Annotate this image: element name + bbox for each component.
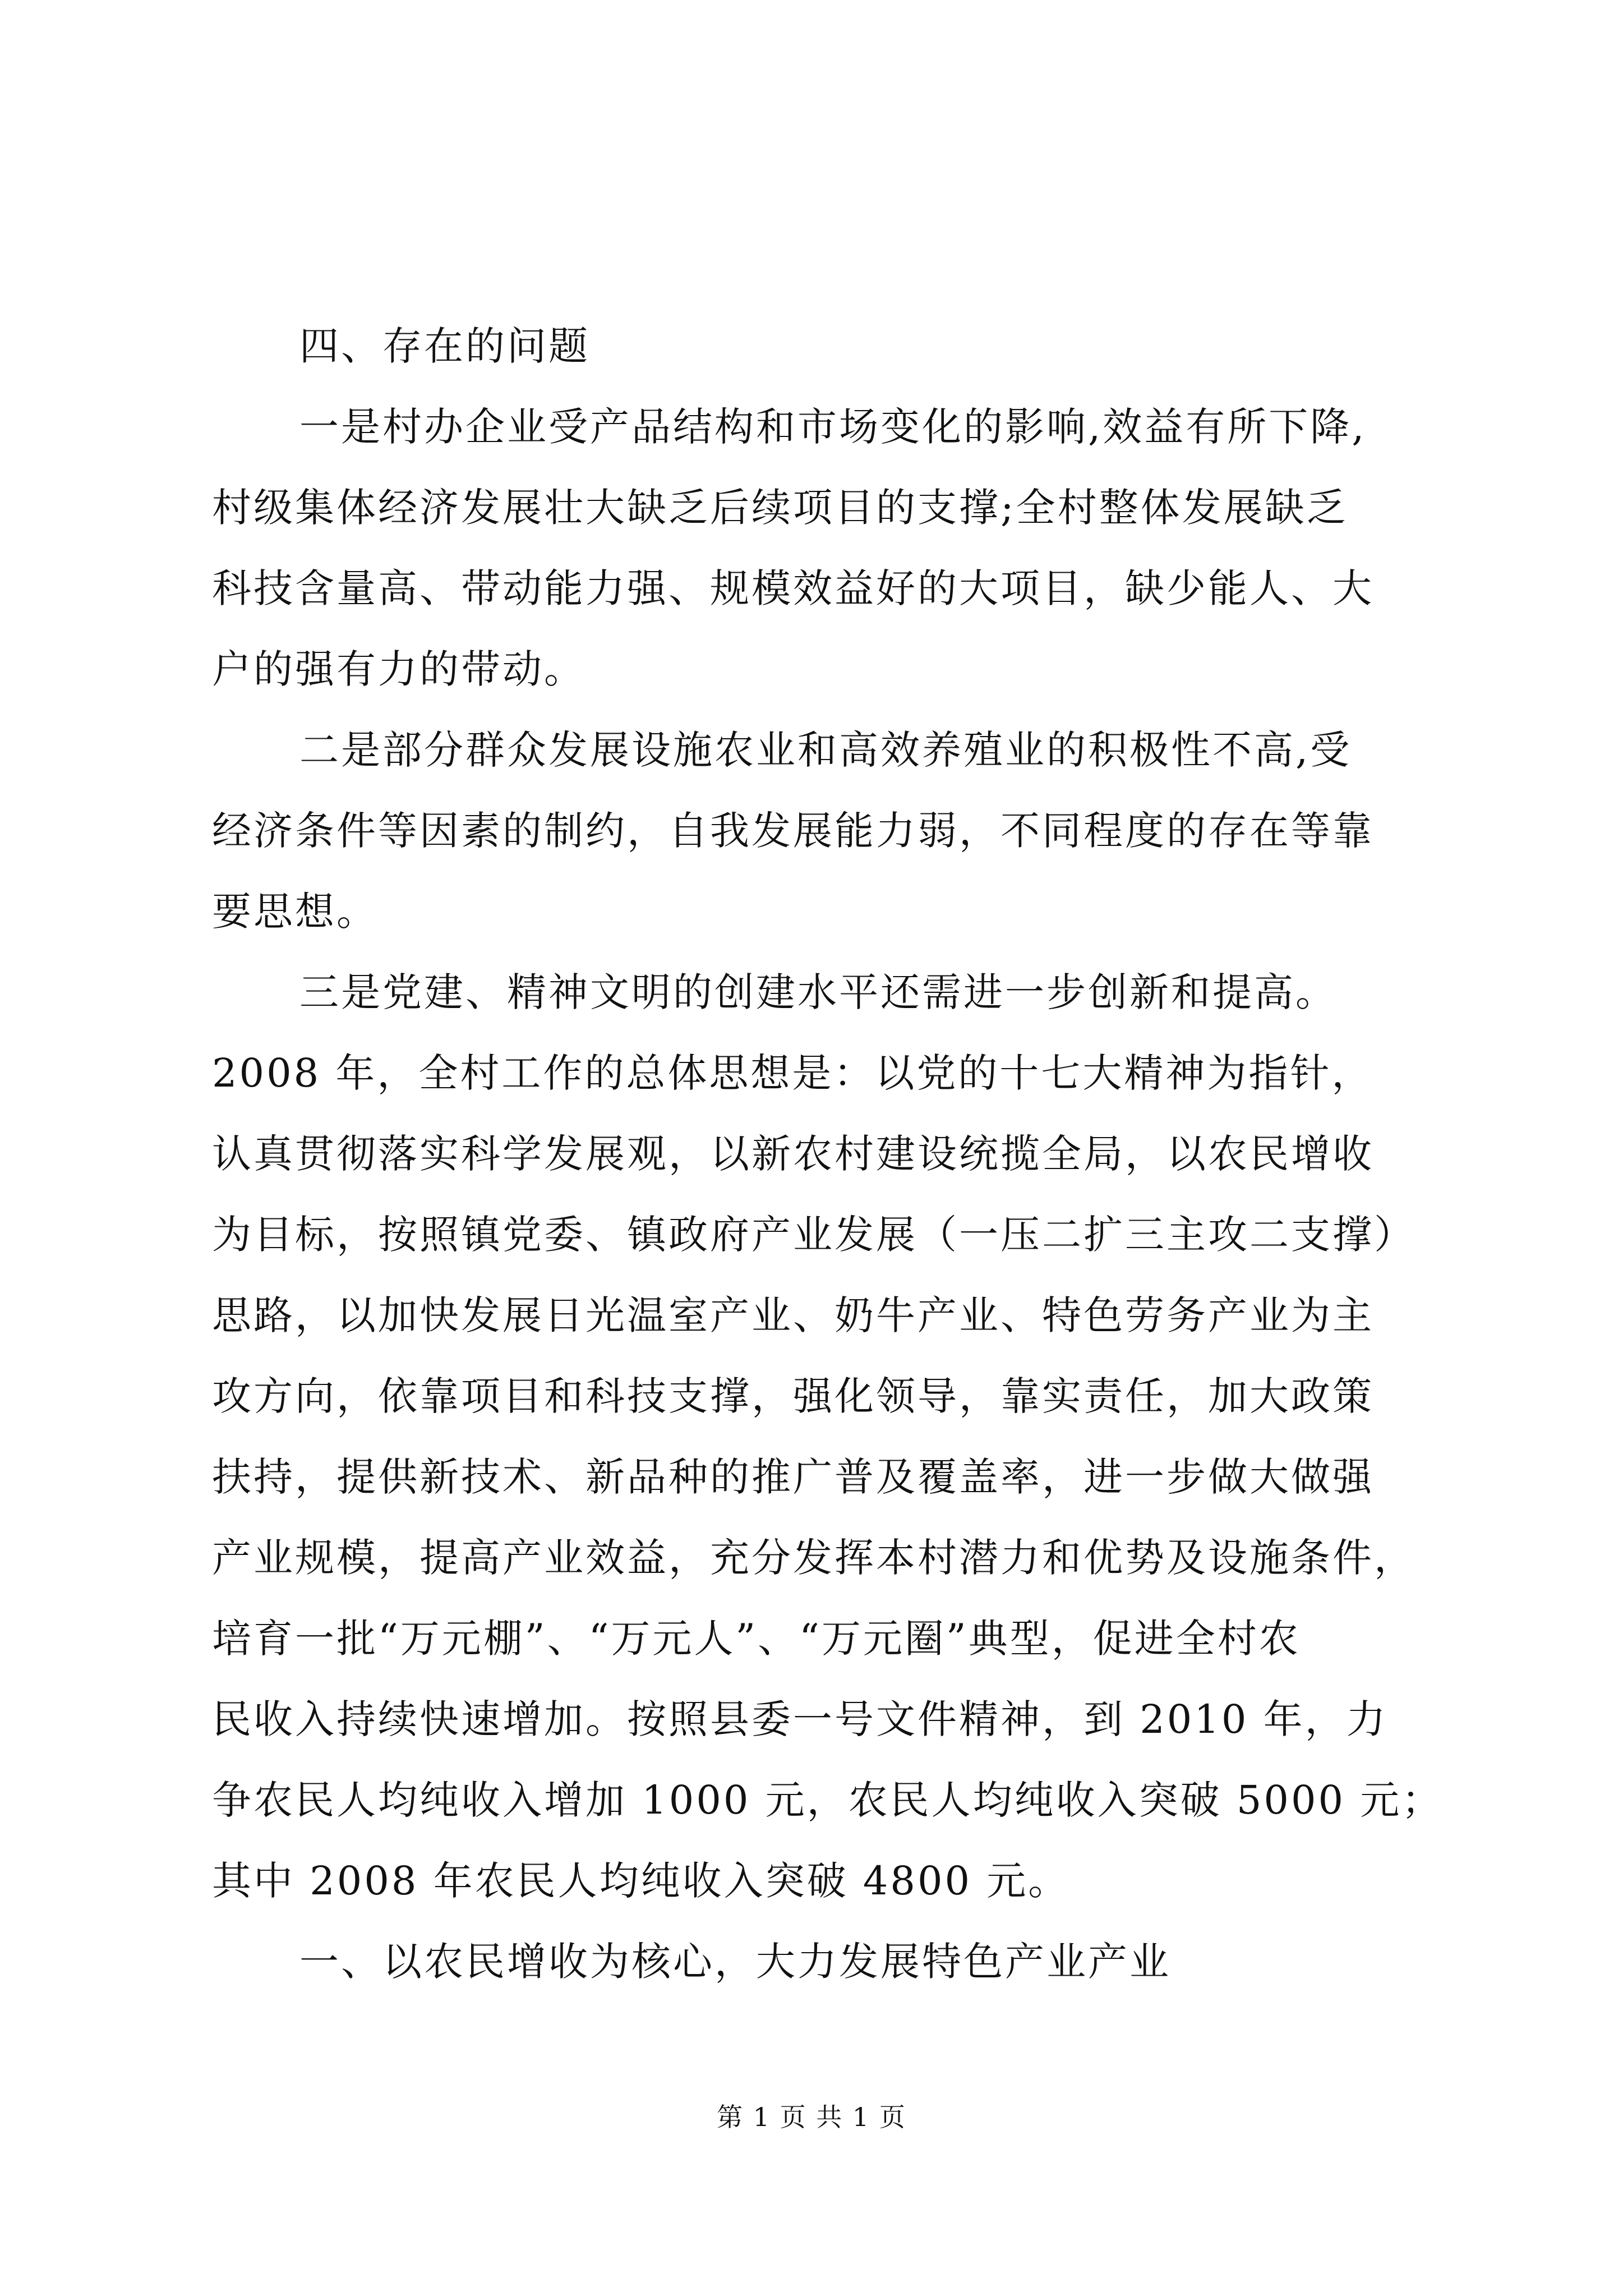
body-line: 科技含量高、带动能力强、规模效益好的大项目，缺少能人、大	[212, 565, 1374, 611]
body-line: 要思想。	[212, 889, 378, 935]
section-heading-problems: 四、存在的问题	[299, 323, 590, 369]
body-line: 攻方向，依靠项目和科技支撑，强化领导，靠实责任，加大政策	[212, 1373, 1374, 1419]
section-heading-income: 一、以农民增收为核心，大力发展特色产业产业	[299, 1939, 1171, 1985]
body-line: 为目标，按照镇党委、镇政府产业发展（一压二扩三主攻二支撑）	[212, 1212, 1415, 1258]
body-line: 村级集体经济发展壮大缺乏后续项目的支撑;全村整体发展缺乏	[212, 485, 1348, 531]
page-number-footer: 第 1 页 共 1 页	[717, 2102, 906, 2132]
body-line: 2008 年，全村工作的总体思想是：以党的十七大精神为指针，	[212, 1050, 1373, 1096]
body-line: 经济条件等因素的制约，自我发展能力弱，不同程度的存在等靠	[212, 808, 1374, 854]
body-line: 认真贯彻落实科学发展观，以新农村建设统揽全局，以农民增收	[212, 1131, 1374, 1177]
body-line: 户的强有力的带动。	[212, 646, 585, 692]
body-line: 产业规模，提高产业效益，充分发挥本村潜力和优势及设施条件，	[212, 1535, 1415, 1581]
body-line: 三是党建、精神文明的创建水平还需进一步创新和提高。	[299, 969, 1337, 1015]
body-line: 扶持，提供新技术、新品种的推广普及覆盖率，进一步做大做强	[212, 1454, 1374, 1500]
body-line: 争农民人均纯收入增加 1000 元，农民人均纯收入突破 5000 元；	[212, 1777, 1444, 1823]
body-line: 民收入持续快速增加。按照县委一号文件精神，到 2010 年，力	[212, 1696, 1388, 1742]
body-line: 二是部分群众发展设施农业和高效养殖业的积极性不高,受	[299, 727, 1352, 773]
document-body	[212, 306, 1444, 2002]
body-line: 其中 2008 年农民人均纯收入突破 4800 元。	[212, 1858, 1070, 1904]
body-line: 思路，以加快发展日光温室产业、奶牛产业、特色劳务产业为主	[212, 1292, 1374, 1338]
body-line: 培育一批“万元棚”、“万元人”、“万元圈”典型，促进全村农	[212, 1616, 1301, 1662]
body-line: 一是村办企业受产品结构和市场变化的影响,效益有所下降,	[299, 404, 1367, 450]
